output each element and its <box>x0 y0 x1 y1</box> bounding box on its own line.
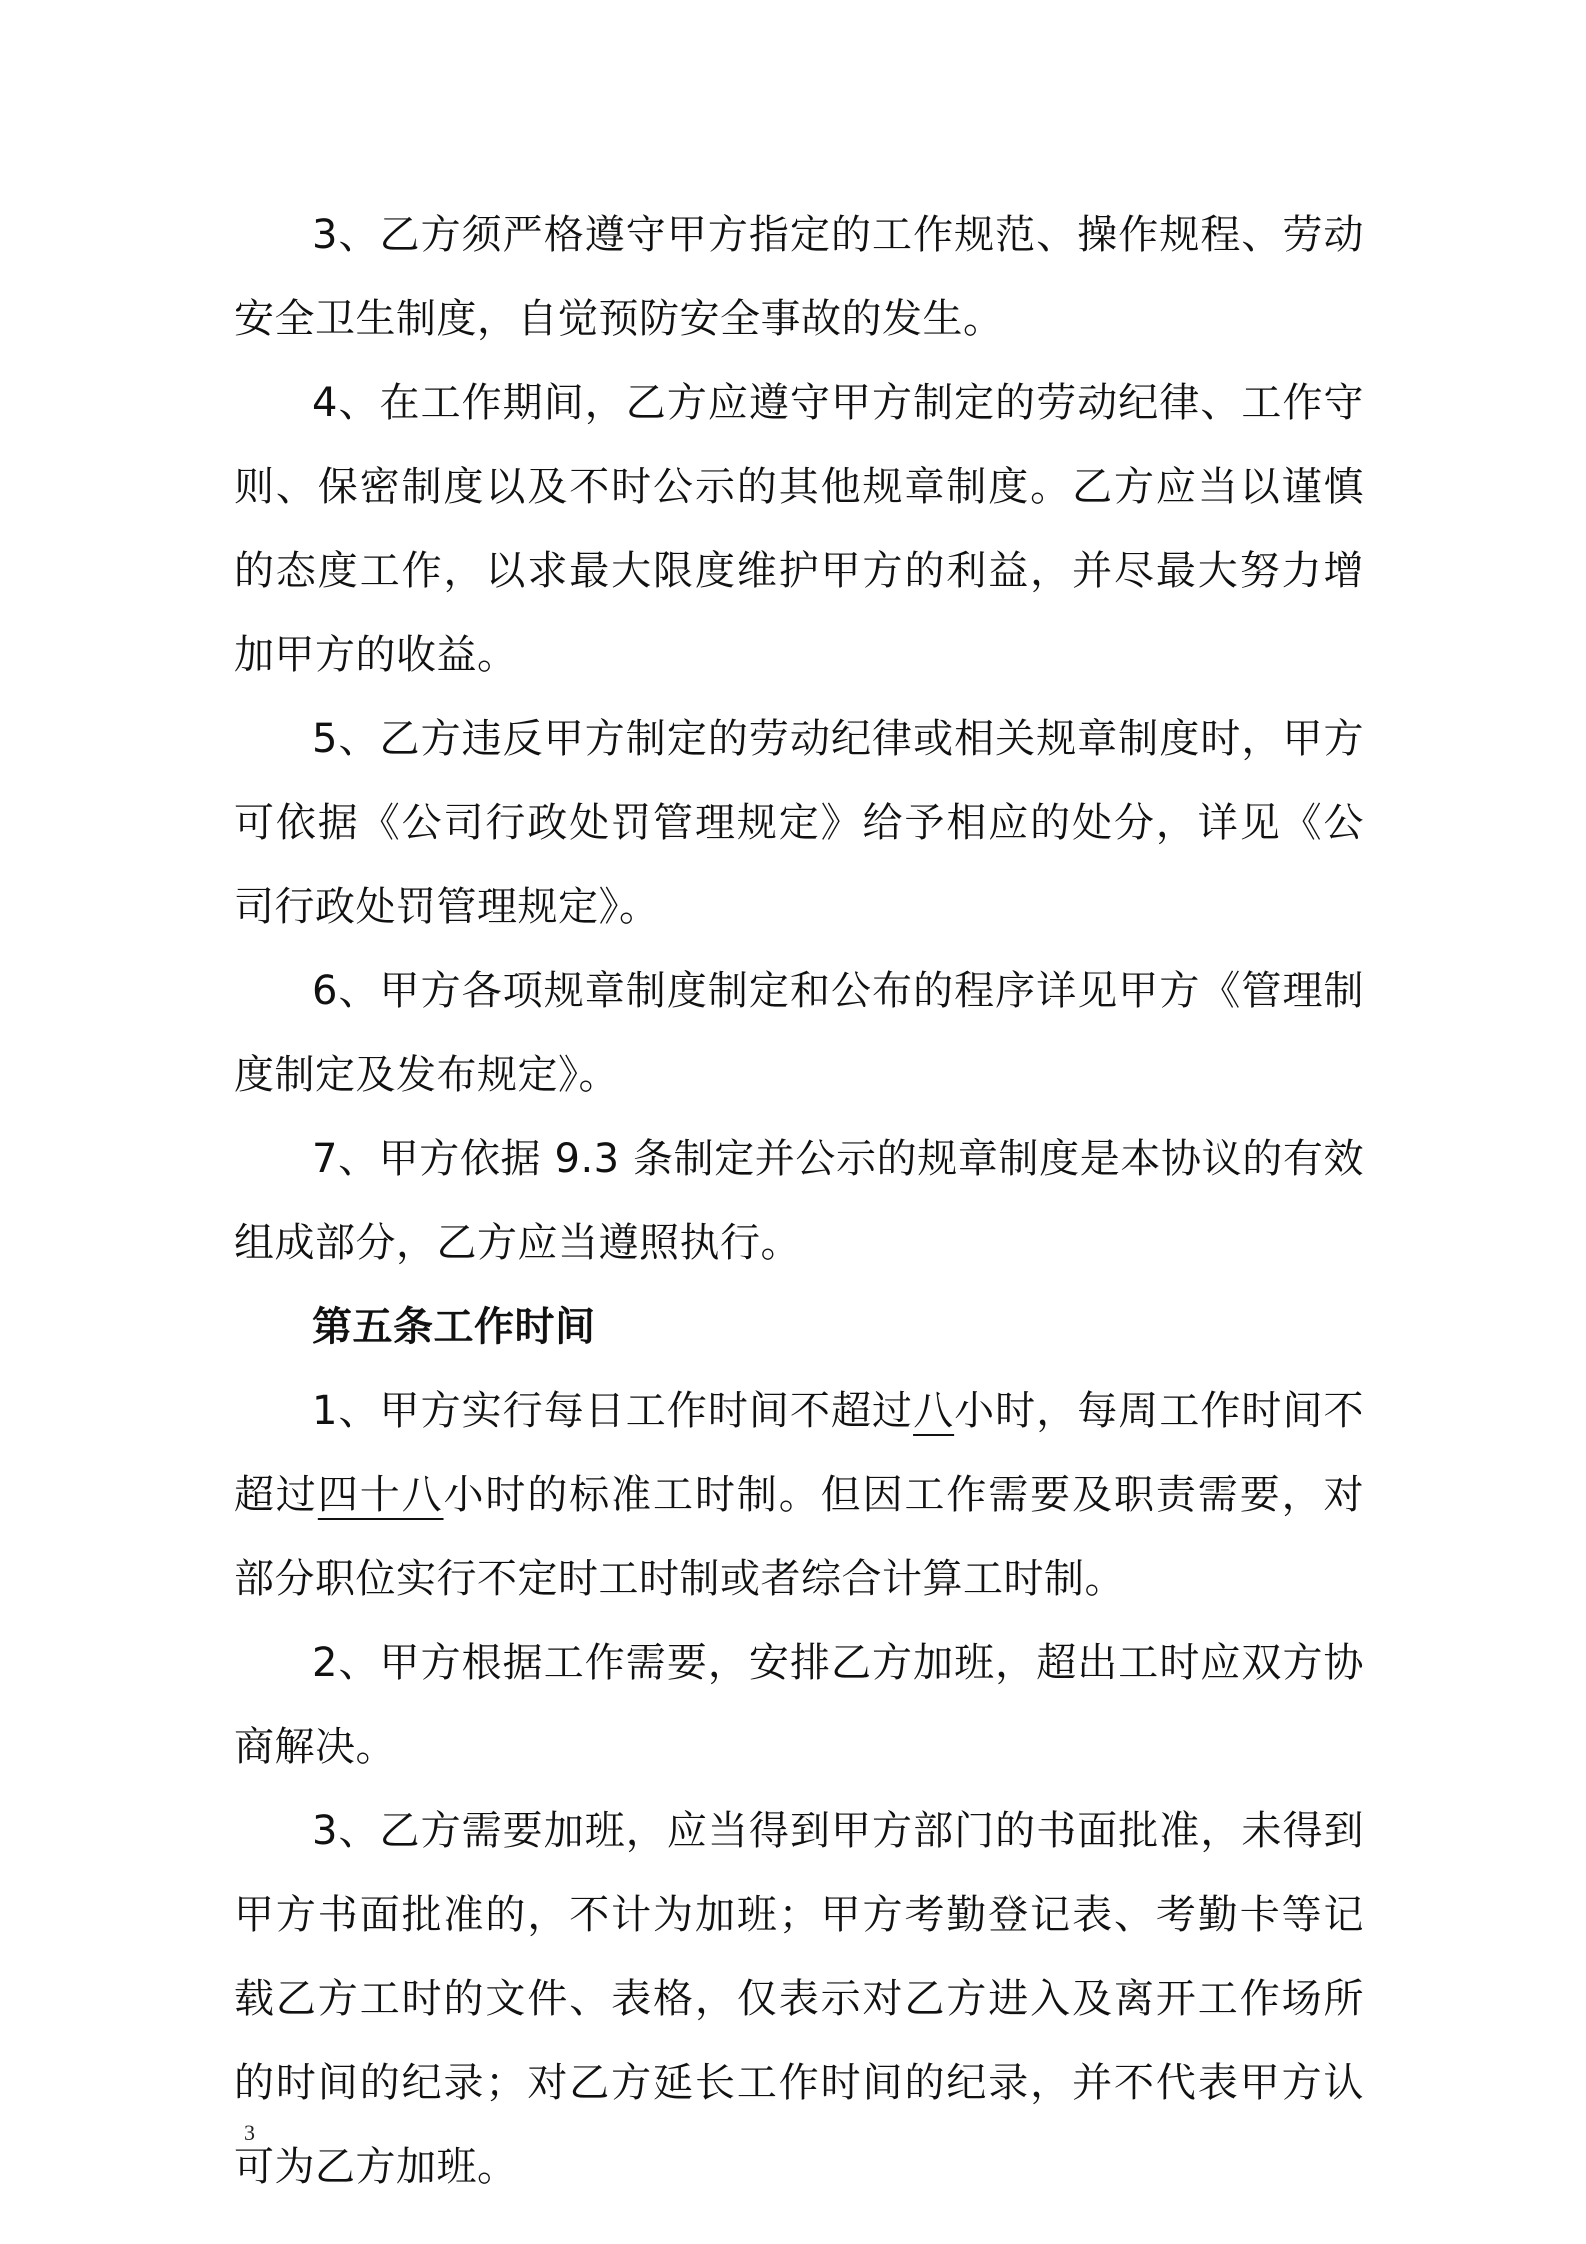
clause-paragraph: 3、乙方需要加班，应当得到甲方部门的书面批准，未得到甲方书面批准的，不计为加班；甲方考勤登记表、考勤卡等记载乙方工时的文件、表格，仅表示对乙方进入及离开工作场所的时间的纪录；对乙方延长工作时间的纪录，并不代表甲方认可为乙方加班。 <box>234 1808 1364 2190</box>
clause-paragraph: 2、甲方根据工作需要，安排乙方加班，超出工时应双方协商解决。 <box>234 1640 1364 1770</box>
document-body <box>234 193 1364 2209</box>
clause-paragraph: 4、在工作期间，乙方应遵守甲方制定的劳动纪律、工作守则、保密制度以及不时公示的其他规章制度。乙方应当以谨慎的态度工作，以求最大限度维护甲方的利益，并尽最大努力增加甲方的收益。 <box>234 380 1364 678</box>
work-time-suffix: 小时的标准工时制。但因工作需要及职责需要，对部分职位实行不定时工时制或者综合计算工时制。 <box>234 1472 1365 1602</box>
section-heading: 第五条工作时间 <box>312 1304 596 1350</box>
work-time-prefix: 1、甲方实行每日工作时间不超过 <box>312 1388 914 1434</box>
clause-paragraph: 7、甲方依据 9.3 条制定并公示的规章制度是本协议的有效组成部分，乙方应当遵照执行。 <box>234 1136 1364 1266</box>
clause-paragraph: 3、乙方须严格遵守甲方指定的工作规范、操作规程、劳动安全卫生制度，自觉预防安全事故的发生。 <box>234 212 1364 342</box>
clause-paragraph: 6、甲方各项规章制度制定和公布的程序详见甲方《管理制度制定及发布规定》。 <box>234 968 1364 1098</box>
weekly-hours-value: 四十八 <box>317 1472 444 1518</box>
page-number: 3 <box>244 2120 255 2145</box>
daily-hours-value: 八 <box>913 1388 955 1434</box>
work-time-middle: 小时，每周工作时间不超过 <box>234 1388 1365 1518</box>
clause-paragraph: 5、乙方违反甲方制定的劳动纪律或相关规章制度时，甲方可依据《公司行政处罚管理规定》给予相应的处分，详见《公司行政处罚管理规定》。 <box>234 716 1364 930</box>
work-time-clause <box>234 1369 1364 1621</box>
